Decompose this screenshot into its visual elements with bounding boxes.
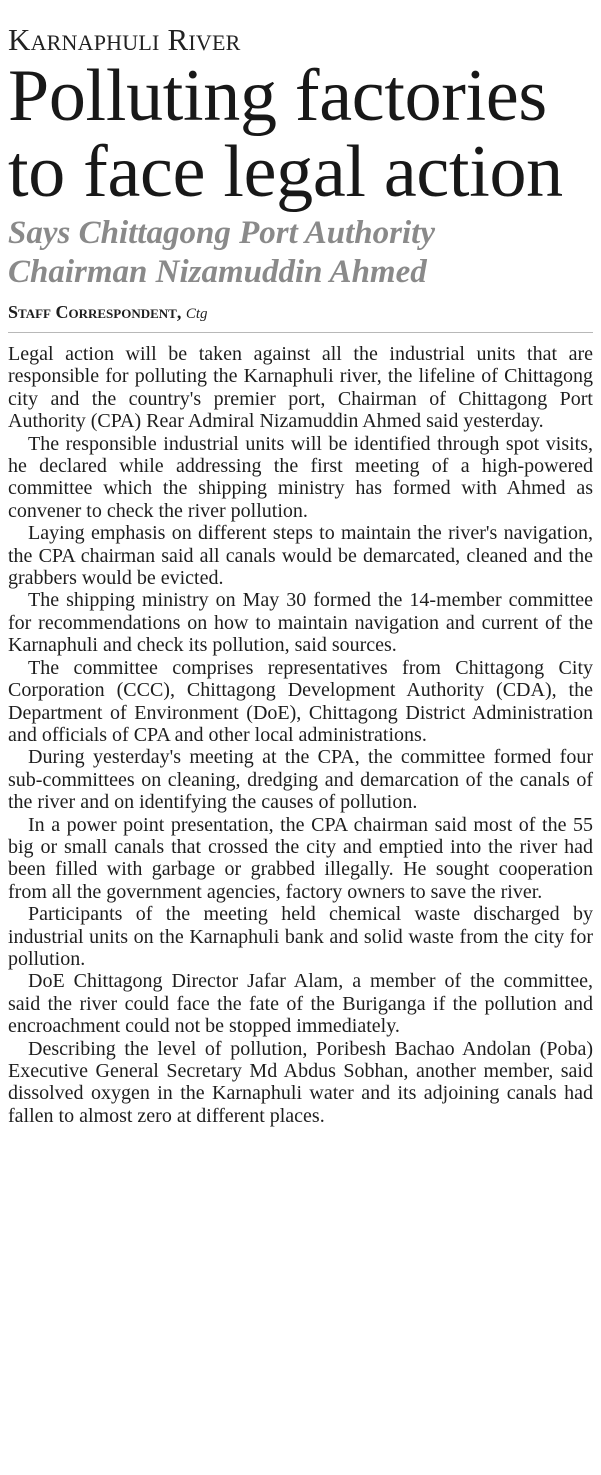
paragraph: During yesterday's meeting at the CPA, the committee formed four sub-committees on cleaning, dredging and demarcation of the canals of the river and on identifying the causes of pollution.: [8, 746, 593, 814]
paragraph: Describing the level of pollution, Poribesh Bachao Andolan (Poba) Executive General Secretary Md Abdus Sobhan, another member, said dissolved oxygen in the Karnaphuli water and its adjoining canals had fallen to almost zero at different places.: [8, 1037, 593, 1127]
byline: [8, 300, 593, 326]
subheadline-line-2: Chairman Nizamuddin Ahmed: [8, 254, 427, 290]
paragraph: Laying emphasis on different steps to maintain the river's navigation, the CPA chairman said all canals would be demarcated, cleaned and the grabbers would be evicted.: [8, 522, 593, 590]
subheadline: [8, 214, 593, 292]
paragraph: In a power point presentation, the CPA chairman said most of the 55 big or small canals that crossed the city and emptied into the river had been filled with garbage or grabbed illegally. He sought cooperation from all the government agencies, factory owners to save the river.: [8, 813, 593, 903]
divider: [8, 332, 593, 333]
paragraph: DoE Chittagong Director Jafar Alam, a member of the committee, said the river could face the fate of the Buriganga if the pollution and encroachment could not be stopped immediately.: [8, 970, 593, 1038]
headline: [8, 55, 593, 213]
byline-role: Staff Correspondent,: [8, 302, 182, 322]
paragraph: The responsible industrial units will be identified through spot visits, he declared while addressing the first meeting of a high-powered committee which the shipping ministry has formed with Ahmed as convener to check the river pollution.: [8, 432, 593, 522]
paragraph: Legal action will be taken against all the industrial units that are responsible for polluting the Karnaphuli river, the lifeline of Chittagong city and the country's premier port, Chairman of Chittagong Port Authority (CPA) Rear Admiral Nizamuddin Ahmed said yesterday.: [8, 343, 593, 433]
headline-line-1: Polluting factories: [8, 55, 547, 137]
headline-line-2: to face legal action: [8, 131, 563, 213]
subheadline-line-1: Says Chittagong Port Authority: [8, 215, 435, 251]
paragraph: Participants of the meeting held chemical waste discharged by industrial units on the Karnaphuli bank and solid waste from the city for pollution.: [8, 903, 593, 970]
section-kicker: Karnaphuli River: [8, 22, 241, 57]
paragraph: The shipping ministry on May 30 formed the 14-member committee for recommendations on how to maintain navigation and current of the Karnaphuli and check its pollution, said sources.: [8, 589, 593, 657]
byline-location: Ctg: [185, 306, 208, 322]
article-body: [8, 343, 593, 1127]
paragraph: The committee comprises representatives from Chittagong City Corporation (CCC), Chittagong Development Authority (CDA), the Department of Environment (DoE), Chittagong District Administration and officials of CPA and other local administrations.: [8, 656, 593, 746]
